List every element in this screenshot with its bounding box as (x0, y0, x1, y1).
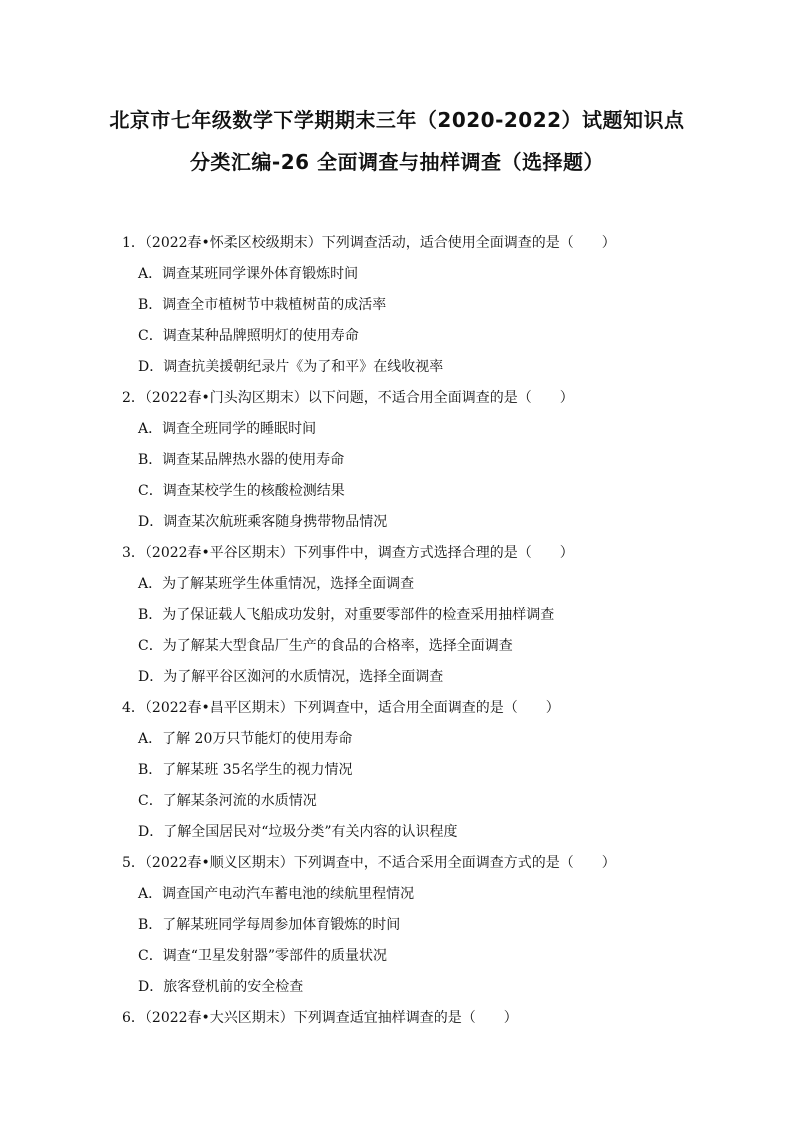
question-4-option-b: B．了解某班 35名学生的视力情况 (138, 762, 353, 778)
question-1-option-c: C．调查某种品牌照明灯的使用寿命 (138, 328, 359, 344)
page-title-line-1: 北京市七年级数学下学期期末三年（2020-2022）试题知识点 (109, 108, 685, 132)
question-6-stem: 6．（2022春•大兴区期末）下列调查适宜抽样调查的是（ ） (122, 1010, 518, 1026)
page-title-line-2: 分类汇编-26 全面调查与抽样调查（选择题） (189, 150, 605, 174)
question-3-option-a: A．为了解某班学生体重情况，选择全面调查 (138, 576, 415, 592)
question-5-stem: 5．（2022春•顺义区期末）下列调查中，不适合采用全面调查方式的是（ ） (122, 855, 616, 871)
question-1-stem: 1．（2022春•怀柔区校级期末）下列调查活动，适合使用全面调查的是（ ） (122, 235, 616, 251)
question-1-option-a: A．调查某班同学课外体育锻炼时间 (138, 266, 359, 282)
question-4-option-d: D．了解全国居民对“垃圾分类”有关内容的认识程度 (138, 824, 458, 840)
question-5-option-c: C．调查“卫星发射器”零部件的质量状况 (138, 948, 388, 964)
question-3-option-d: D．为了解平谷区洳河的水质情况，选择全面调查 (138, 669, 444, 685)
question-2-option-d: D．调查某次航班乘客随身携带物品情况 (138, 514, 388, 530)
question-2-stem: 2．（2022春•门头沟区期末）以下问题，不适合用全面调查的是（ ） (122, 390, 574, 406)
question-5-option-b: B．了解某班同学每周参加体育锻炼的时间 (138, 917, 401, 933)
question-2-option-c: C．调查某校学生的核酸检测结果 (138, 483, 345, 499)
question-3-stem: 3．（2022春•平谷区期末）下列事件中，调查方式选择合理的是（ ） (122, 545, 574, 561)
question-4-option-c: C．了解某条河流的水质情况 (138, 793, 317, 809)
question-3-option-b: B．为了保证载人飞船成功发射，对重要零部件的检查采用抽样调查 (138, 607, 555, 623)
question-2-option-a: A．调查全班同学的睡眠时间 (138, 421, 317, 437)
question-4-option-a: A．了解 20万只节能灯的使用寿命 (138, 731, 353, 747)
question-5-option-d: D．旅客登机前的安全检查 (138, 979, 304, 995)
question-3-option-c: C．为了解某大型食品厂生产的食品的合格率，选择全面调查 (138, 638, 513, 654)
question-list (122, 228, 722, 1034)
question-5-option-a: A．调查国产电动汽车蓄电池的续航里程情况 (138, 886, 415, 902)
question-4-stem: 4．（2022春•昌平区期末）下列调查中，适合用全面调查的是（ ） (122, 700, 560, 716)
question-1-option-d: D．调查抗美援朝纪录片《为了和平》在线收视率 (138, 359, 444, 375)
question-1-option-b: B．调查全市植树节中栽植树苗的成活率 (138, 297, 387, 313)
question-2-option-b: B．调查某品牌热水器的使用寿命 (138, 452, 345, 468)
